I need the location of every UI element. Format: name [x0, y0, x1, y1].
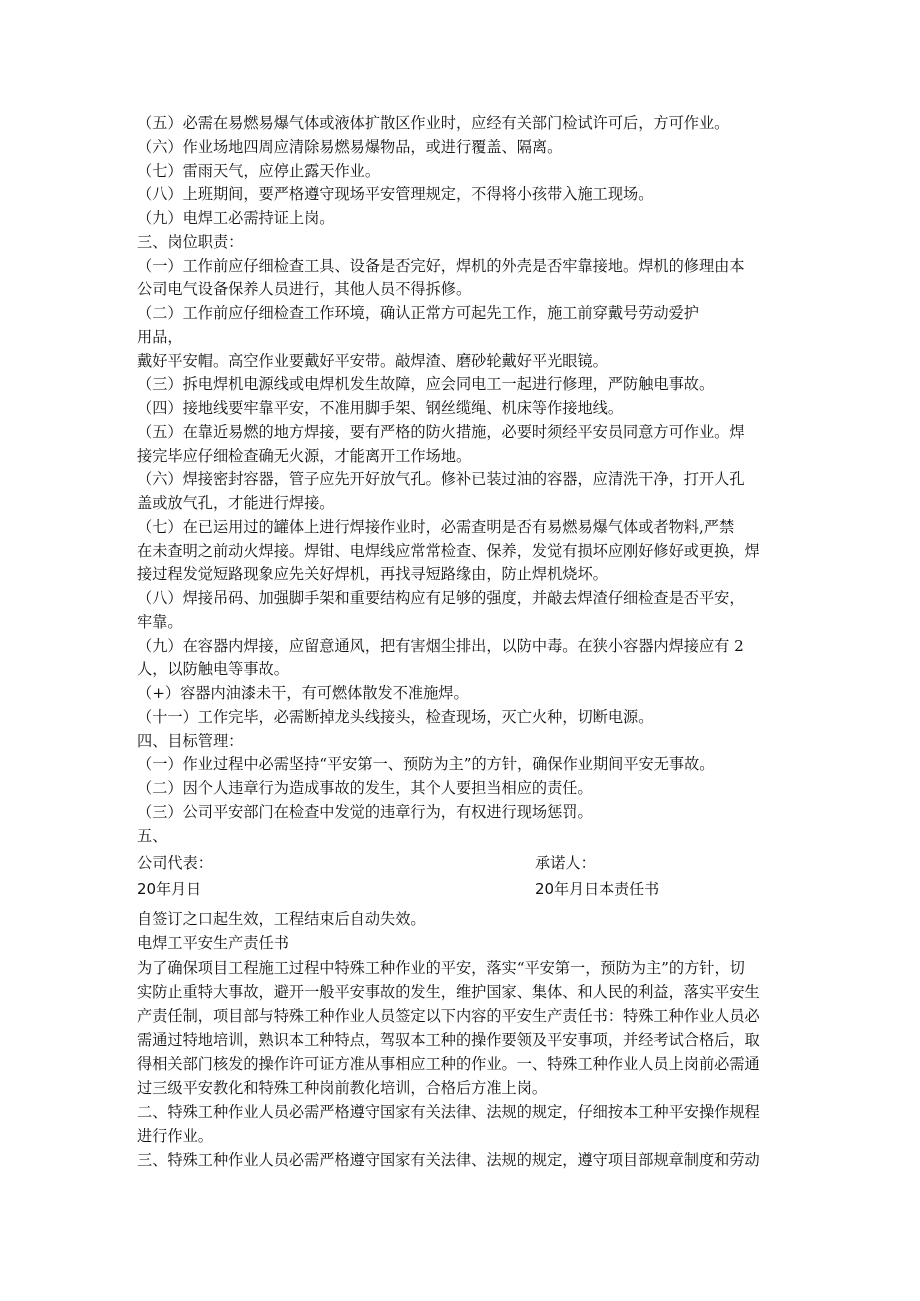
text-line: 戴好平安帽。高空作业要戴好平安带。敲焊渣、磨砂轮戴好平光眼镜。 — [137, 352, 608, 370]
text-line: （八）焊接吊码、加强脚手架和重要结构应有足够的强度，并敲去焊渣仔细检查是否平安， — [137, 589, 745, 607]
text-line: （六）作业场地四周应清除易燃易爆物品，或进行覆盖、隔离。 — [137, 138, 563, 156]
text-line: 牢靠。 — [137, 613, 183, 631]
text-line: 用品， — [137, 328, 183, 346]
text-line: 得相关部门核发的操作许可证方准从事相应工种的作业。一、特殊工种作业人员上岗前必需通 — [137, 1055, 760, 1073]
section-heading: 三、岗位职责： — [137, 233, 244, 251]
promisor-label: 承诺人： — [535, 854, 596, 872]
text-line: （九）电焊工必需持证上岗。 — [137, 209, 335, 227]
section-heading: 四、目标管理： — [137, 732, 244, 750]
text-line: （十一）工作完毕，必需断掉龙头线接头，检查现场，灭亡火种，切断电源。 — [137, 708, 654, 726]
text-line: （+）容器内油漆未干，有可燃体散发不准施焊。 — [137, 684, 469, 702]
text-line: （二）工作前应仔细检查工作环境，确认正常方可起先工作，施工前穿戴号劳动爱护 — [137, 304, 699, 322]
text-line: 产责任制，项目部与特殊工种作业人员签定以下内容的平安生产责任书：特殊工种作业人员必 — [137, 1007, 760, 1025]
text-line: 接完毕应仔细检查确无火源，才能离开工作场地。 — [137, 447, 472, 465]
text-line: 盖或放气孔，才能进行焊接。 — [137, 494, 335, 512]
text-line: 自签订之口起生效，工程结束后自动失效。 — [137, 910, 426, 928]
text-line: （一）工作前应仔细检查工具、设备是否完好，焊机的外壳是否牢靠接地。焊机的修理由本 — [137, 257, 745, 275]
text-line: （九）在容器内焊接，应留意通风，把有害烟尘排出，以防中毒。在狭小容器内焊接应有 2 — [137, 637, 744, 655]
text-line: 需通过特地培训，熟识本工种特点，驾驭本工种的操作要领及平安事项，并经考试合格后，取 — [137, 1031, 760, 1049]
text-line: 进行作业。 — [137, 1127, 213, 1145]
company-date: 20年月日 — [137, 880, 202, 898]
promisor-date: 20年月日本责任书 — [535, 880, 660, 898]
text-line: 接过程发觉短路现象应先关好焊机，再找寻短路缘由，防止焊机烧坏。 — [137, 565, 608, 583]
text-line: （四）接地线要牢靠平安，不准用脚手架、钢丝缆绳、机床等作接地线。 — [137, 399, 623, 417]
text-line: 人，以防触电等事故。 — [137, 660, 289, 678]
text-line: （六）焊接密封容器，管子应先开好放气孔。修补已装过油的容器，应清洗干净，打开人孔 — [137, 470, 745, 488]
document-title: 电焊工平安生产责任书 — [137, 934, 289, 952]
text-line: （七）在已运用过的罐体上进行焊接作业时，必需查明是否有易燃易爆气体或者物料,严禁 — [137, 518, 735, 536]
text-line: 公司电气设备保养人员进行，其他人员不得拆修。 — [137, 280, 472, 298]
text-line: 实防止重特大事故，避开一般平安事故的发生，维护国家、集体、和人民的利益，落实平安生 — [137, 983, 760, 1001]
text-line: （八）上班期间，要严格遵守现场平安管理规定，不得将小孩带入施工现场。 — [137, 185, 654, 203]
text-line: （三）公司平安部门在检查中发觉的违章行为，有权进行现场惩罚。 — [137, 803, 593, 821]
text-line: （七）雷雨天气，应停止露天作业。 — [137, 162, 380, 180]
text-line: 三、特殊工种作业人员必需严格遵守国家有关法律、法规的规定，遵守项目部规章制度和劳动 — [137, 1151, 760, 1169]
text-line: 在未查明之前动火焊接。焊钳、电焊线应常常检查、保养，发觉有损坏应刚好修好或更换，焊 — [137, 542, 760, 560]
text-line: （二）因个人违章行为造成事故的发生，其个人要担当相应的责任。 — [137, 779, 593, 797]
text-line: （五）在靠近易燃的地方焊接，要有严格的防火措施，必要时须经平安员同意方可作业。焊 — [137, 423, 745, 441]
text-line: 过三级平安教化和特殊工种岗前教化培训，合格后方准上岗。 — [137, 1079, 548, 1097]
text-line: （五）必需在易燃易爆气体或液体扩散区作业时，应经有关部门检试许可后，方可作业。 — [137, 114, 730, 132]
text-line: （一）作业过程中必需坚持“平安第一、预防为主”的方针，确保作业期间平安无事故。 — [137, 755, 715, 773]
text-line: 为了确保项目工程施工过程中特殊工种作业的平安，落实“平安第一，预防为主”的方针，切 — [137, 959, 745, 977]
section-heading: 五、 — [137, 827, 168, 845]
company-representative-label: 公司代表： — [137, 854, 213, 872]
text-line: （三）拆电焊机电源线或电焊机发生故障，应会同电工一起进行修理，严防触电事故。 — [137, 375, 715, 393]
text-line: 二、特殊工种作业人员必需严格遵守国家有关法律、法规的规定，仔细按本工种平安操作规程 — [137, 1103, 760, 1121]
